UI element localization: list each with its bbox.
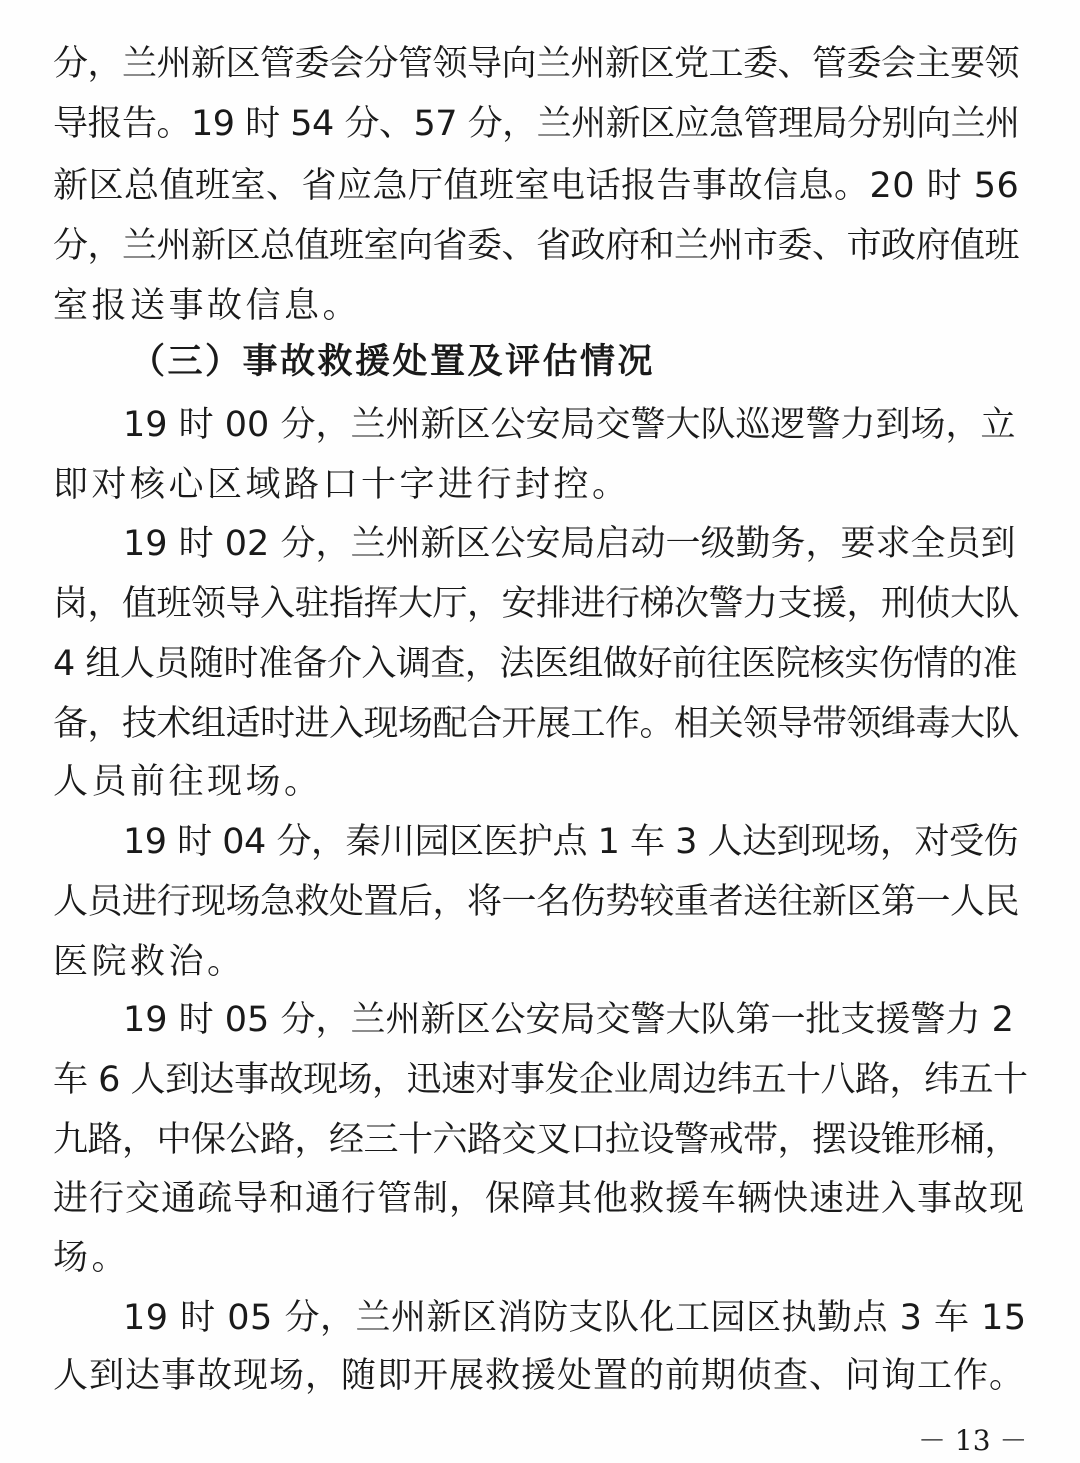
text-line: 备，技术组适时进入现场配合开展工作。相关领导带领缉毒大队	[53, 704, 1020, 744]
paragraph-first-line: 19 时 05 分，兰州新区消防支队化工园区执勤点 3 车 15	[123, 1298, 1027, 1338]
text-line: 岗，值班领导入驻指挥大厅，安排进行梯次警力支援，刑侦大队	[53, 584, 1020, 624]
text-line: 场。	[53, 1238, 131, 1278]
paragraph-first-line: 19 时 02 分，兰州新区公安局启动一级勤务，要求全员到	[123, 524, 1016, 564]
text-line: 九路，中保公路，经三十六路交叉口拉设警戒带，摆设锥形桶，	[53, 1120, 1020, 1160]
text-line: 人员前往现场。	[53, 762, 323, 802]
text-line: 室报送事故信息。	[53, 286, 362, 326]
text-line: 即对核心区域路口十字进行封控。	[53, 465, 631, 505]
paragraph-first-line: 19 时 04 分，秦川园区医护点 1 车 3 人达到现场，对受伤	[123, 822, 1018, 862]
page-number: － 13 －	[918, 1424, 1028, 1457]
text-line: 分，兰州新区总值班室向省委、省政府和兰州市委、市政府值班	[53, 226, 1020, 266]
text-line: 新区总值班室、省应急厅值班室电话报告事故信息。20 时 56	[53, 166, 1020, 206]
text-line: 人员进行现场急救处置后，将一名伤势较重者送往新区第一人民	[53, 882, 1020, 922]
text-line: 分，兰州新区管委会分管领导向兰州新区党工委、管委会主要领	[53, 44, 1020, 84]
text-line: 导报告。19 时 54 分、57 分，兰州新区应急管理局分别向兰州	[53, 104, 1020, 144]
text-line: 车 6 人到达事故现场，迅速对事发企业周边纬五十八路，纬五十	[53, 1060, 1028, 1100]
text-line: 人到达事故现场，随即开展救援处置的前期侦查、问询工作。	[53, 1356, 1026, 1396]
text-line: 进行交通疏导和通行管制，保障其他救援车辆快速进入事故现	[53, 1179, 1026, 1219]
paragraph-first-line: 19 时 00 分，兰州新区公安局交警大队巡逻警力到场，立	[123, 405, 1016, 445]
text-line: 医院救治。	[53, 942, 246, 982]
text-line: 4 组人员随时准备介入调查，法医组做好前往医院核实伤情的准	[53, 644, 1017, 684]
section-heading: （三）事故救援处置及评估情况	[130, 342, 656, 382]
paragraph-first-line: 19 时 05 分，兰州新区公安局交警大队第一批支援警力 2	[123, 1000, 1014, 1040]
